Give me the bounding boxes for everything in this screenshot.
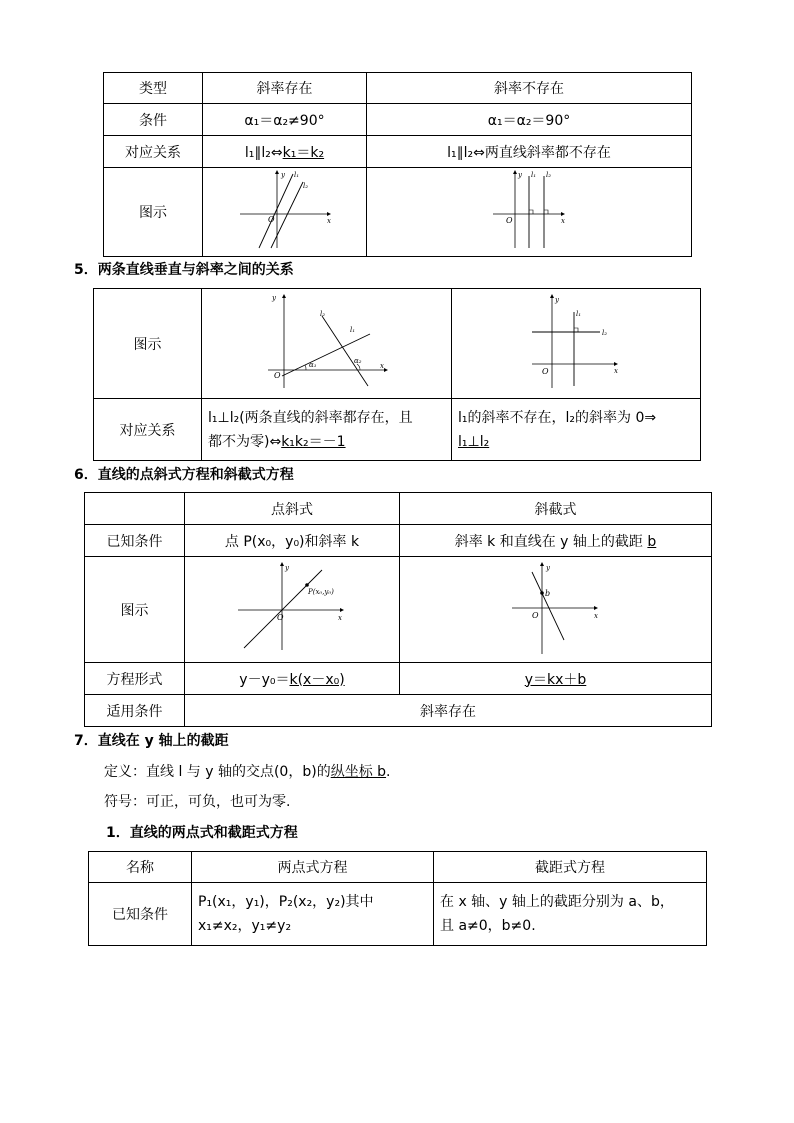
point-slope-table <box>84 492 712 727</box>
relation-label: 对应关系 <box>104 136 203 168</box>
definition-key: 纵坐标 b <box>330 764 387 780</box>
x-axis-label: x <box>593 611 598 620</box>
y-axis-label: y <box>280 171 285 179</box>
l2-label: l₂ <box>319 309 325 318</box>
tp-header-name: 名称 <box>89 852 192 883</box>
x-axis-label: x <box>379 361 384 370</box>
perp-figure-vertical <box>452 289 701 399</box>
two-point-table <box>88 851 707 946</box>
x-axis-label: x <box>614 366 618 375</box>
perp-relation-line2-pre: 都不为零)⇔ <box>208 433 282 450</box>
origin-label: O <box>273 370 281 380</box>
condition-exist: α₁＝α₂≠90° <box>203 104 367 136</box>
parallel-vertical-figure <box>489 168 569 252</box>
definition-pre: 定义：直线 l 与 y 轴的交点(0，b)的 <box>104 764 331 780</box>
b-label: b <box>544 588 550 598</box>
figure-parallel-vertical <box>367 168 692 257</box>
section7-heading: 7．直线在 y 轴上的截距 <box>74 733 229 749</box>
origin-label: O <box>277 612 284 622</box>
origin-label: O <box>506 216 513 225</box>
ps-form-label: 方程形式 <box>85 663 185 695</box>
point-p-label: P(x₀,y₀) <box>308 587 334 596</box>
perpendicular-table <box>93 288 701 461</box>
x-axis-label: x <box>338 613 342 622</box>
ps-known-slope <box>400 525 712 557</box>
line-l <box>532 572 564 640</box>
ps-figure-label: 图示 <box>85 557 185 663</box>
ps-form-point <box>185 663 400 695</box>
l1-label: l₁ <box>349 325 355 334</box>
ps-scope-label: 适用条件 <box>85 695 185 727</box>
line-l2 <box>271 182 303 248</box>
alpha2-label: α₂ <box>353 356 362 365</box>
parallel-slope-figure <box>235 168 335 252</box>
point-p <box>305 583 309 587</box>
header-slope-not-exists: 斜率不存在 <box>367 73 692 104</box>
perp-relation-line2 <box>208 430 451 454</box>
tp-intercept-line2: 且 a≠0，b≠0. <box>440 918 536 934</box>
x-axis-label: x <box>326 217 331 225</box>
perp-relation-right-key: l₁⊥l₂ <box>458 433 490 450</box>
tp-intercept-line1: 在 x 轴、y 轴上的截距分别为 a、b， <box>440 894 674 910</box>
definition-post: . <box>386 764 391 780</box>
ps-form-slope <box>400 663 712 695</box>
section7-symbol: 符号：可正，可负，也可为零. <box>104 794 291 810</box>
tp-header-two-point: 两点式方程 <box>192 852 434 883</box>
ps-known-label: 已知条件 <box>85 525 185 557</box>
l1-label: l₁ <box>531 171 537 179</box>
y-axis-label: y <box>518 171 522 179</box>
line-l <box>244 570 322 648</box>
ps-figure-intercept <box>400 557 712 663</box>
parallel-table <box>103 72 692 257</box>
section5-heading: 5．两条直线垂直与斜率之间的关系 <box>74 262 294 278</box>
slope-intercept-figure <box>506 558 606 658</box>
perp-relation-label: 对应关系 <box>94 399 202 461</box>
ps-header-empty <box>85 493 185 525</box>
perp-relation-vertical <box>452 399 701 461</box>
perp-relation-slopes <box>202 399 452 461</box>
section6-heading: 6．直线的点斜式方程和斜截式方程 <box>74 467 294 483</box>
section8-heading: 1．直线的两点式和截距式方程 <box>106 825 298 841</box>
tp-header-intercept: 截距式方程 <box>434 852 707 883</box>
line-l2 <box>322 316 368 386</box>
relation-exist-key: k₁＝k₂ <box>282 144 325 161</box>
header-slope-exists: 斜率存在 <box>203 73 367 104</box>
ps-scope-value: 斜率存在 <box>185 695 712 727</box>
header-type: 类型 <box>104 73 203 104</box>
ps-form-slope-key: y＝kx＋b <box>524 671 587 688</box>
figure-label: 图示 <box>104 168 203 257</box>
tp-known-label: 已知条件 <box>89 883 192 946</box>
l2-label: l₂ <box>602 328 608 337</box>
l1-label: l₁ <box>576 309 582 318</box>
relation-exist <box>203 136 367 168</box>
point-b <box>540 591 544 595</box>
y-axis-label: y <box>555 295 559 304</box>
x-axis-label: x <box>561 217 565 225</box>
y-axis-label: y <box>271 293 276 302</box>
alpha1-label: α₁ <box>308 360 317 369</box>
perp-relation-key: k₁k₂＝－1 <box>281 433 346 450</box>
ps-header-slope-intercept: 斜截式 <box>400 493 712 525</box>
ps-figure-point <box>185 557 400 663</box>
perp-relation-line1: l₁⊥l₂(两条直线的斜率都存在，且 <box>208 409 413 426</box>
l2-label: l₂ <box>302 182 308 190</box>
ps-known-slope-pre: 斜率 k 和直线在 y 轴上的截距 <box>454 533 648 550</box>
ps-form-point-pre: y－y₀＝ <box>239 671 290 688</box>
perp-figure-label: 图示 <box>94 289 202 399</box>
relation-not-exist: l₁∥l₂⇔两直线斜率都不存在 <box>367 136 692 168</box>
relation-exist-pre: l₁∥l₂⇔ <box>244 144 283 161</box>
y-axis-label: y <box>285 563 289 572</box>
ps-known-slope-key: b <box>647 533 657 550</box>
origin-label: O <box>531 610 539 620</box>
l1-label: l₁ <box>293 171 299 179</box>
perp-relation-right-line1: l₁的斜率不存在，l₂的斜率为 0⇒ <box>458 409 657 426</box>
tp-two-point-line1: P₁(x₁，y₁)，P₂(x₂，y₂)其中 <box>198 894 374 910</box>
section7-definition <box>104 761 391 781</box>
ps-known-point: 点 P(x₀，y₀)和斜率 k <box>185 525 400 557</box>
tp-known-intercept <box>434 883 707 946</box>
ps-header-point-slope: 点斜式 <box>185 493 400 525</box>
point-slope-figure <box>232 558 352 658</box>
origin-label: O <box>267 215 275 224</box>
ps-form-point-key: k(x－x₀) <box>289 671 345 688</box>
y-axis-label: y <box>545 563 550 572</box>
tp-two-point-line2: x₁≠x₂，y₁≠y₂ <box>198 918 292 934</box>
condition-not-exist: α₁＝α₂＝90° <box>367 104 692 136</box>
tp-known-two-point <box>192 883 434 946</box>
condition-label: 条件 <box>104 104 203 136</box>
perp-figure-slopes <box>202 289 452 399</box>
perp-slopes-figure <box>262 290 392 394</box>
l2-label: l₂ <box>546 171 552 179</box>
origin-label: O <box>542 366 549 376</box>
figure-parallel-slope <box>203 168 367 257</box>
perp-vertical-figure <box>526 290 626 394</box>
